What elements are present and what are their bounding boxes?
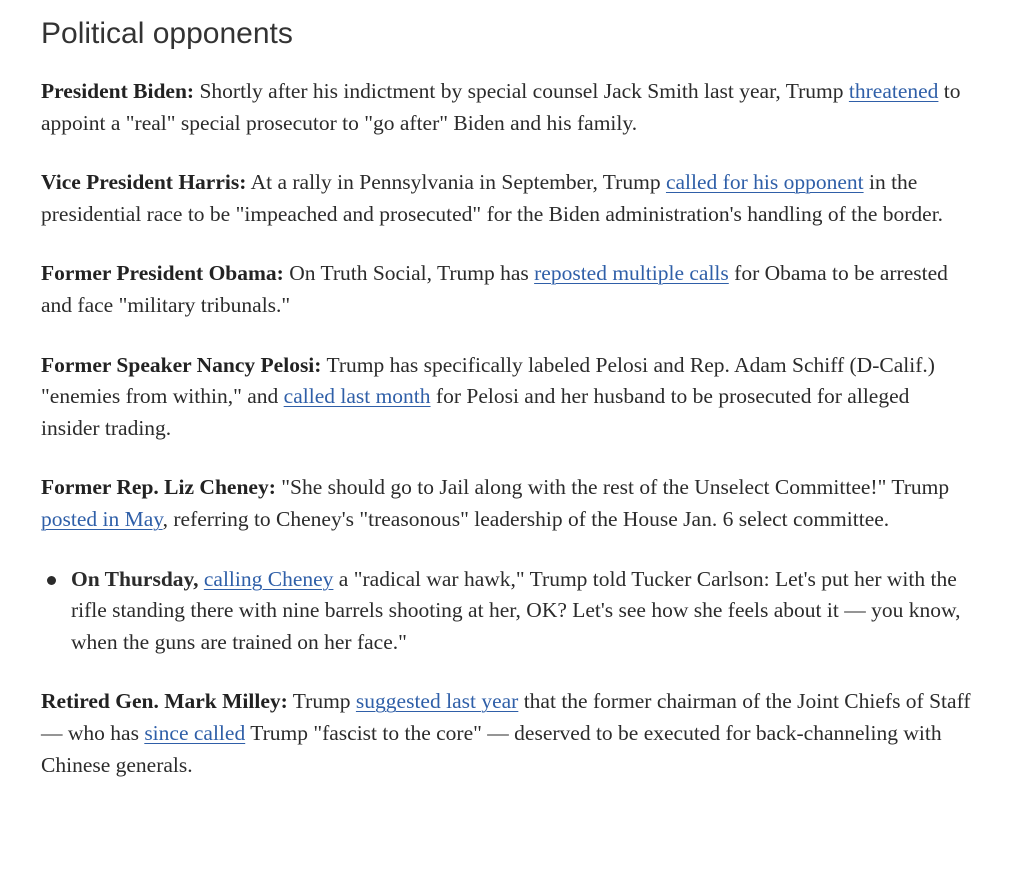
- link-called-for-his-opponent[interactable]: called for his opponent: [665, 170, 864, 195]
- entry-text: , referring to Cheney's "treasonous" leadership of the House Jan. 6 select committee.: [162, 506, 890, 531]
- entry-milley: [41, 686, 971, 781]
- entry-text: Trump "fascist to the core" — deserved to be executed for back-channeling with Chinese generals.: [41, 720, 942, 777]
- entry-text: in the presidential race to be "impeached and prosecuted" for the Biden administration's handling of the border.: [41, 170, 944, 226]
- entry-label: Retired Gen. Mark Milley:: [41, 689, 288, 714]
- bullet-list: [41, 564, 971, 659]
- entry-label: Former Rep. Liz Cheney:: [41, 475, 276, 500]
- entry-text: At a rally in Pennsylvania in September, Trump: [246, 170, 666, 195]
- entry-label: Vice President Harris:: [41, 170, 247, 195]
- link-since-called[interactable]: since called: [144, 720, 246, 745]
- link-posted-in-may[interactable]: posted in May: [41, 506, 163, 531]
- entry-label: Former President Obama:: [41, 261, 284, 286]
- bullet-icon: [47, 576, 56, 585]
- entry-cheney: [41, 472, 971, 535]
- entry-text: Trump: [287, 689, 356, 714]
- entry-text: for Pelosi and her husband to be prosecuted for alleged insider trading.: [41, 384, 910, 440]
- entry-text: "She should go to Jail along with the rest of the Unselect Committee!" Trump: [275, 475, 950, 500]
- entry-biden: [41, 76, 971, 139]
- entry-text: that the former chairman of the Joint Chiefs of Staff — who has: [41, 689, 971, 745]
- entry-text: a "radical war hawk," Trump told Tucker Carlson: Let's put her with the rifle standing there with nine barrels shooting at her, OK? Let's see how she feels about it — you know, when the guns are trained on her face.": [71, 566, 961, 654]
- entry-label: Former Speaker Nancy Pelosi:: [41, 352, 322, 377]
- entry-label: On Thursday,: [71, 566, 199, 591]
- link-suggested-last-year[interactable]: suggested last year: [355, 689, 519, 714]
- entry-obama: [41, 258, 971, 321]
- section-title: Political opponents: [41, 17, 293, 50]
- entry-pelosi: [41, 350, 971, 445]
- list-item: [71, 564, 971, 659]
- article-body: [41, 10, 971, 809]
- entry-text: to appoint a "real" special prosecutor to "go after" Biden and his family.: [41, 79, 961, 135]
- entry-harris: [41, 167, 971, 230]
- entry-text: Trump has specifically labeled Pelosi and Rep. Adam Schiff (D-Calif.) "enemies from within," and: [41, 352, 935, 409]
- entry-text: On Truth Social, Trump has: [283, 261, 535, 286]
- entry-text: Shortly after his indictment by special counsel Jack Smith last year, Trump: [194, 79, 849, 103]
- link-called-last-month[interactable]: called last month: [283, 384, 431, 409]
- entry-text: for Obama to be arrested and face "military tribunals.": [41, 261, 948, 317]
- entry-label: President Biden:: [41, 79, 195, 103]
- link-threatened[interactable]: threatened: [848, 79, 939, 103]
- link-calling-cheney[interactable]: calling Cheney: [203, 566, 334, 591]
- link-reposted-multiple-calls[interactable]: reposted multiple calls: [534, 261, 729, 286]
